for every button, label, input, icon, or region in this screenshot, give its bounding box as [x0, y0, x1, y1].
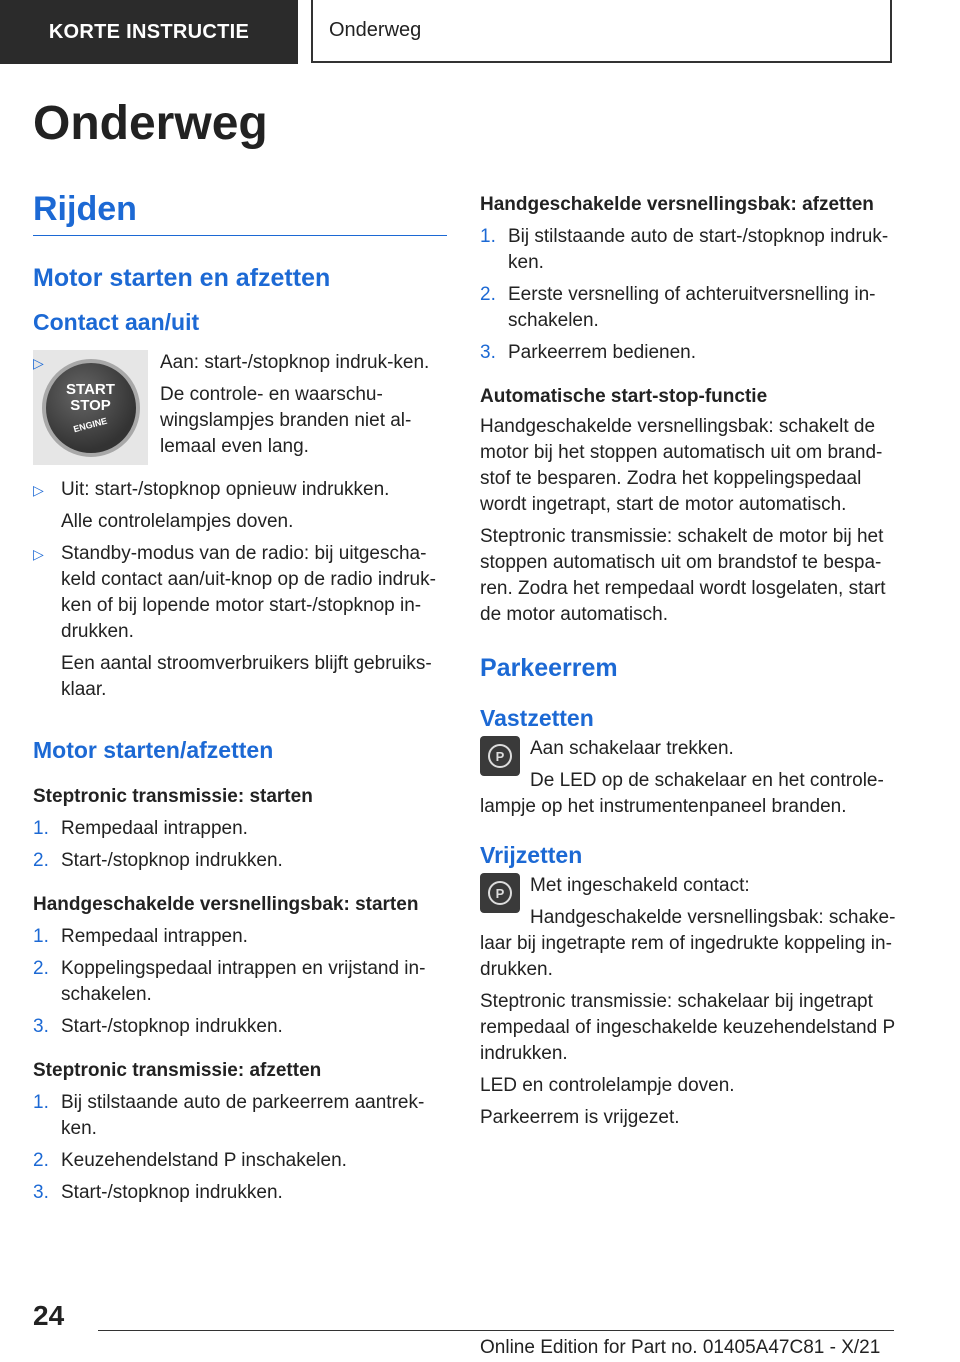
numbered-text: Keuzehendelstand P inschakelen.: [61, 1150, 347, 1171]
paragraph: Steptronic transmissie: schakelaar bij ingetrapt rempedaal of ingeschakelde keuzehendelstand P indrukken.: [480, 991, 895, 1064]
numbered-text: Start-/stopknop indrukken.: [61, 1016, 283, 1037]
subheading-handgeschakeld-afzetten: Handgeschakelde versnellingsbak: afzetten: [480, 194, 874, 215]
numbered-text: Parkeerrem bedienen.: [508, 342, 696, 363]
numbered-item: 2. Eerste versnelling of achteruitversnelling in-schakelen.: [480, 284, 876, 331]
numbered-text: Start-/stopknop indrukken.: [61, 1182, 283, 1203]
heading-vastzetten: Vastzetten: [480, 705, 594, 731]
vrijzetten-block: [480, 873, 896, 1131]
parking-brake-switch-icon: [480, 736, 520, 776]
subheading-handgeschakeld-starten: Handgeschakelde versnellingsbak: starten: [33, 894, 419, 915]
numbered-item: 1. Rempedaal intrappen.: [33, 818, 248, 839]
numbered-text: Eerste versnelling of achteruitversnelling in-schakelen.: [508, 284, 876, 331]
subheading-steptronic-starten: Steptronic transmissie: starten: [33, 786, 313, 807]
left-column: [33, 190, 447, 1206]
bullet-item: [33, 477, 447, 503]
numbered-item: 3. Parkeerrem bedienen.: [480, 342, 696, 363]
bullet-subtext: Een aantal stroomverbruikers blijft gebruiks-klaar.: [61, 653, 432, 700]
knob-stop-text: STOP: [70, 397, 111, 414]
heading-contact: Contact aan/uit: [33, 309, 200, 335]
paragraph: LED en controlelampje doven.: [480, 1075, 735, 1096]
page-title: Onderweg: [33, 97, 268, 150]
numbered-item: 2. Keuzehendelstand P inschakelen.: [33, 1150, 347, 1171]
knob-engine-text: ENGINE: [72, 415, 109, 435]
paragraph: Handgeschakelde versnellingsbak: schake-laar bij ingetrapte rem of ingedrukte koppeling in-drukken.: [480, 907, 896, 980]
bullet-triangle-icon: ▷: [33, 355, 44, 371]
bullet-subtext: De controle- en waarschu-wingslampjes branden niet al-lemaal even lang.: [160, 384, 412, 457]
bullet-item: [33, 350, 447, 376]
numbered-text: Bij stilstaande auto de start-/stopknop indruk-ken.: [508, 226, 889, 273]
paragraph: Steptronic transmissie: schakelt de motor bij het stoppen automatisch uit om brandstof te bespa-ren. Zodra het rempedaal wordt losgelaten, start de motor automatisch.: [480, 526, 886, 625]
numbered-item: 3. Start-/stopknop indrukken.: [33, 1182, 283, 1203]
heading-parkeerrem: Parkeerrem: [480, 654, 618, 682]
knob-start-text: START: [66, 381, 115, 398]
parking-brake-p-symbol: P: [488, 881, 512, 905]
paragraph: Parkeerrem is vrijgezet.: [480, 1107, 680, 1128]
parking-brake-p-symbol: P: [488, 744, 512, 768]
paragraph: Handgeschakelde versnellingsbak: schakelt de motor bij het stoppen automatisch uit om brand-stof te besparen. Zodra het koppelingspedaal wordt ingetrapt, start de motor automatisch.: [480, 416, 883, 515]
section-heading-rijden: Rijden: [33, 190, 447, 236]
bullet-text: Standby-modus van de radio: bij uitgescha-keld contact aan/uit-knop op de radio indruk-ken of bij lopende motor start-/stopknop in-drukken.: [61, 543, 436, 642]
subheading-steptronic-afzetten: Steptronic transmissie: afzetten: [33, 1060, 322, 1081]
parking-brake-switch-icon: [480, 873, 520, 913]
numbered-item: 1. Rempedaal intrappen.: [33, 926, 248, 947]
heading-vrijzetten: Vrijzetten: [480, 842, 583, 868]
header-chapter-tab: [311, 0, 892, 63]
paragraph: Met ingeschakeld contact:: [530, 875, 750, 896]
vastzetten-block: [480, 736, 896, 820]
numbered-item: 1. Bij stilstaande auto de parkeerrem aantrek-ken.: [33, 1092, 425, 1139]
footer-text: Online Edition for Part no. 01405A47C81 - X/21: [480, 1337, 881, 1358]
numbered-text: Rempedaal intrappen.: [61, 926, 248, 947]
bullet-triangle-icon: ▷: [33, 482, 44, 498]
contact-block: [33, 350, 447, 703]
paragraph: Aan schakelaar trekken.: [530, 738, 734, 759]
numbered-text: Start-/stopknop indrukken.: [61, 850, 283, 871]
bullet-text: Aan: start-/stopknop indruk-ken.: [160, 352, 430, 373]
bullet-item: [33, 541, 447, 645]
header-chapter-label: Onderweg: [329, 19, 422, 41]
numbered-text: Bij stilstaande auto de parkeerrem aantrek-ken.: [61, 1092, 425, 1139]
header-section-label: KORTE INSTRUCTIE: [48, 20, 250, 43]
paragraph: De LED op de schakelaar en het controle-lampje op het instrumentenpaneel branden.: [480, 770, 884, 817]
numbered-item: 1. Bij stilstaande auto de start-/stopknop indruk-ken.: [480, 226, 889, 273]
numbered-text: Koppelingspedaal intrappen en vrijstand in-schakelen.: [61, 958, 426, 1005]
numbered-text: Rempedaal intrappen.: [61, 818, 248, 839]
header-section-tab: [0, 0, 298, 64]
bullet-triangle-icon: ▷: [33, 546, 44, 562]
bullet-subtext: Alle controlelampjes doven.: [61, 511, 294, 532]
numbered-item: 3. Start-/stopknop indrukken.: [33, 1016, 283, 1037]
numbered-item: 2. Start-/stopknop indrukken.: [33, 850, 283, 871]
heading-motor-starten: Motor starten en afzetten: [33, 264, 331, 292]
right-column: [480, 192, 896, 1131]
heading-motor-starten-afzetten: Motor starten/afzetten: [33, 737, 274, 763]
numbered-item: 2. Koppelingspedaal intrappen en vrijstand in-schakelen.: [33, 958, 426, 1005]
subheading-auto-start-stop: Automatische start-stop-functie: [480, 386, 768, 407]
bullet-text: Uit: start-/stopknop opnieuw indrukken.: [61, 479, 390, 500]
footer-divider: [98, 1330, 894, 1331]
page-number: 24: [33, 1300, 65, 1331]
